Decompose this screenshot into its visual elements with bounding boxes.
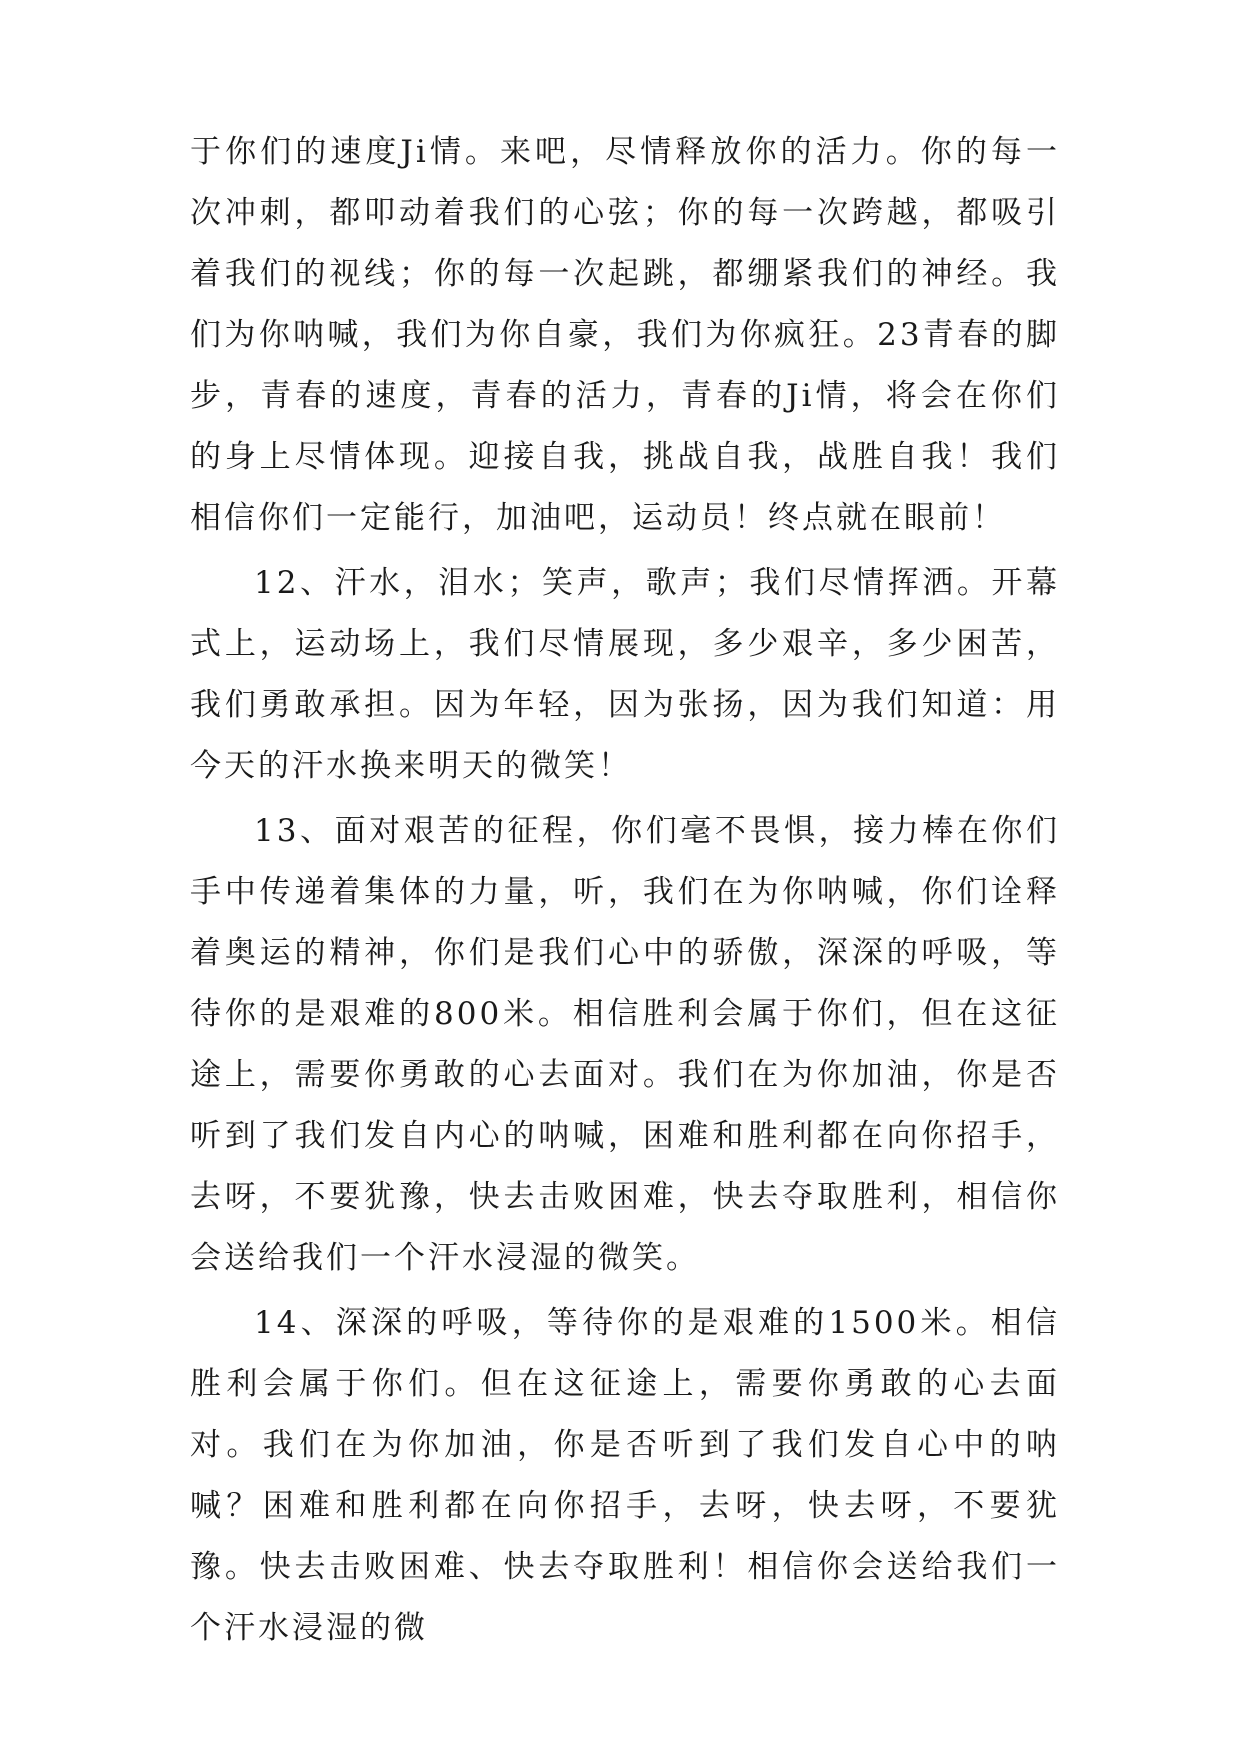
document-body bbox=[190, 122, 1060, 1659]
paragraph-14: 14、深深的呼吸，等待你的是艰难的1500米。相信胜利会属于你们。但在这征途上，需要你勇敢的心去面对。我们在为你加油，你是否听到了我们发自心中的呐喊？困难和胜利都在向你招手，去呀，快去呀，不要犹豫。快去击败困难、快去夺取胜利！相信你会送给我们一个汗水浸湿的微 bbox=[190, 1305, 1060, 1646]
paragraph-13: 13、面对艰苦的征程，你们毫不畏惧，接力棒在你们手中传递着集体的力量，听，我们在为你呐喊，你们诠释着奥运的精神，你们是我们心中的骄傲，深深的呼吸，等待你的是艰难的800米。相信胜利会属于你们，但在这征途上，需要你勇敢的心去面对。我们在为你加油，你是否听到了我们发自内心的呐喊，困难和胜利都在向你招手，去呀，不要犹豫，快去击败困难，快去夺取胜利，相信你会送给我们一个汗水浸湿的微笑。 bbox=[190, 813, 1060, 1276]
paragraph-continued: 于你们的速度Ji情。来吧，尽情释放你的活力。你的每一次冲刺，都叩动着我们的心弦；你的每一次跨越，都吸引着我们的视线；你的每一次起跳，都绷紧我们的神经。我们为你呐喊，我们为你自豪，我们为你疯狂。23青春的脚步，青春的速度，青春的活力，青春的Ji情，将会在你们的身上尽情体现。迎接自我，挑战自我，战胜自我！我们相信你们一定能行，加油吧，运动员！终点就在眼前！ bbox=[190, 134, 1060, 536]
paragraph-12: 12、汗水，泪水；笑声，歌声；我们尽情挥洒。开幕式上，运动场上，我们尽情展现，多少艰辛，多少困苦，我们勇敢承担。因为年轻，因为张扬，因为我们知道：用今天的汗水换来明天的微笑！ bbox=[190, 565, 1060, 784]
